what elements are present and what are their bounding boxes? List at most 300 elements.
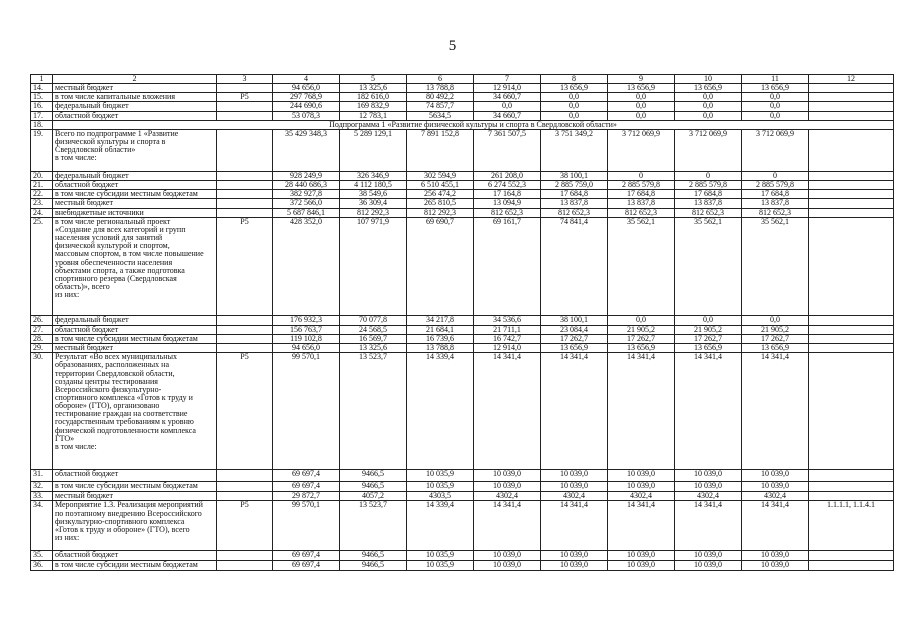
row-value: 13 837,8: [742, 199, 809, 208]
row-value: 10 035,9: [407, 561, 474, 570]
row-value: 5634,5: [407, 111, 474, 120]
row-value: 372 566,0: [273, 199, 340, 208]
row-number: 21.: [31, 181, 53, 190]
row-label: Результат «Во всех муниципальных образованиях, расположенных на территории Свердловской области, созданы центры тестирования Всероссийского физкультурно- спортивного комплекса «Готов к труду и обороне» (ГТО), организовано тестирование граждан на соответствие государственным требованиям к уровню физической подготовленности комплекса ГТО» в том числе:: [53, 353, 217, 470]
row-value: 7 361 507,5: [474, 129, 541, 171]
row-value: 10 039,0: [608, 561, 675, 570]
row-value: 10 039,0: [742, 551, 809, 561]
row-value: 21 711,1: [474, 325, 541, 334]
row-value: 17 262,7: [675, 334, 742, 343]
column-header: 3: [217, 75, 273, 84]
row-target-ref: [809, 208, 894, 217]
row-code: [217, 344, 273, 353]
row-value: 14 341,4: [608, 501, 675, 551]
row-value: 0: [675, 171, 742, 180]
table-row: [31, 111, 894, 120]
row-value: 0: [608, 171, 675, 180]
row-label: в том числе региональный проект «Создание для всех категорий и групп населения условий для занятий физической культурой и спортом, массовым спортом, в том числе повышение уровня обеспеченности населения объектами спорта, а также подготовка спортивного резерва (Свердловская область)», всего из них:: [53, 217, 217, 315]
row-value: 13 656,9: [742, 344, 809, 353]
row-value: 35 562,1: [608, 217, 675, 315]
row-label: областной бюджет: [53, 325, 217, 334]
row-value: 10 039,0: [474, 470, 541, 482]
row-number: 28.: [31, 334, 53, 343]
column-header: 10: [675, 75, 742, 84]
row-code: [217, 111, 273, 120]
row-value: 12 783,1: [340, 111, 407, 120]
row-value: 13 325,6: [340, 344, 407, 353]
row-value: 0,0: [474, 102, 541, 111]
row-value: 0,0: [742, 111, 809, 120]
row-value: 38 100,1: [541, 171, 608, 180]
row-value: 4302,4: [608, 492, 675, 501]
row-number: 14.: [31, 84, 53, 93]
row-value: 156 763,7: [273, 325, 340, 334]
row-value: 6 510 455,1: [407, 181, 474, 190]
row-value: 74 841,4: [541, 217, 608, 315]
row-value: 14 341,4: [541, 353, 608, 470]
row-target-ref: [809, 171, 894, 180]
row-label: Всего по подпрограмме 1 «Развитие физической культуры и спорта в Свердловской области» в том числе:: [53, 129, 217, 171]
row-number: 26.: [31, 315, 53, 325]
row-value: 35 429 348,3: [273, 129, 340, 171]
row-value: 3 712 069,9: [675, 129, 742, 171]
row-value: 4302,4: [541, 492, 608, 501]
row-value: 812 652,3: [541, 208, 608, 217]
row-value: 16 569,7: [340, 334, 407, 343]
row-target-ref: [809, 325, 894, 334]
row-value: 34 660,7: [474, 93, 541, 102]
row-label: областной бюджет: [53, 111, 217, 120]
column-header: 12: [809, 75, 894, 84]
row-number: 15.: [31, 93, 53, 102]
row-number: 29.: [31, 344, 53, 353]
row-target-ref: [809, 190, 894, 199]
row-value: 812 652,3: [742, 208, 809, 217]
row-value: 297 768,9: [273, 93, 340, 102]
row-target-ref: [809, 129, 894, 171]
row-value: 10 039,0: [541, 561, 608, 570]
row-value: 10 039,0: [675, 551, 742, 561]
row-value: 14 339,4: [407, 501, 474, 551]
row-value: 99 570,1: [273, 501, 340, 551]
row-value: 17 684,8: [608, 190, 675, 199]
row-label: внебюджетные источники: [53, 208, 217, 217]
row-value: 182 616,0: [340, 93, 407, 102]
row-value: 69 697,4: [273, 470, 340, 482]
row-code: Р5: [217, 501, 273, 551]
row-value: 69 697,4: [273, 551, 340, 561]
row-target-ref: [809, 482, 894, 492]
row-label: в том числе субсидии местным бюджетам: [53, 334, 217, 343]
row-number: 20.: [31, 171, 53, 180]
row-label: местный бюджет: [53, 344, 217, 353]
row-code: [217, 551, 273, 561]
table-row: [31, 561, 894, 570]
row-label: федеральный бюджет: [53, 315, 217, 325]
row-label: федеральный бюджет: [53, 171, 217, 180]
table-row: [31, 93, 894, 102]
column-header: 7: [474, 75, 541, 84]
row-value: 812 292,3: [340, 208, 407, 217]
row-value: 17 684,8: [675, 190, 742, 199]
row-value: 10 039,0: [608, 482, 675, 492]
table-row: [31, 199, 894, 208]
row-value: 9466,5: [340, 482, 407, 492]
row-value: 14 341,4: [608, 353, 675, 470]
row-value: 14 341,4: [675, 353, 742, 470]
row-value: 6 274 552,3: [474, 181, 541, 190]
row-value: 14 341,4: [675, 501, 742, 551]
row-value: 9466,5: [340, 561, 407, 570]
row-value: 13 656,9: [742, 84, 809, 93]
row-value: 94 656,0: [273, 344, 340, 353]
table-row: [31, 325, 894, 334]
row-value: 256 474,2: [407, 190, 474, 199]
row-target-ref: [809, 217, 894, 315]
row-value: 0,0: [742, 102, 809, 111]
row-value: 69 161,7: [474, 217, 541, 315]
row-value: 9466,5: [340, 551, 407, 561]
row-value: 10 039,0: [675, 470, 742, 482]
row-target-ref: [809, 551, 894, 561]
row-value: 0,0: [742, 93, 809, 102]
row-value: 10 039,0: [541, 470, 608, 482]
row-value: 17 164,8: [474, 190, 541, 199]
row-value: 21 905,2: [608, 325, 675, 334]
row-value: 70 077,8: [340, 315, 407, 325]
row-target-ref: [809, 492, 894, 501]
row-label: федеральный бюджет: [53, 102, 217, 111]
column-header: 4: [273, 75, 340, 84]
row-number: 22.: [31, 190, 53, 199]
row-number: 32.: [31, 482, 53, 492]
table-row: [31, 84, 894, 93]
row-value: 13 837,8: [675, 199, 742, 208]
row-label: в том числе субсидии местным бюджетам: [53, 190, 217, 199]
table-header-row: [31, 75, 894, 84]
row-code: [217, 190, 273, 199]
row-value: 13 788,8: [407, 84, 474, 93]
column-header: 2: [53, 75, 217, 84]
row-number: 25.: [31, 217, 53, 315]
row-target-ref: [809, 315, 894, 325]
row-number: 16.: [31, 102, 53, 111]
row-code: [217, 492, 273, 501]
table-row: [31, 492, 894, 501]
row-value: 13 837,8: [608, 199, 675, 208]
row-label: в том числе капитальные вложения: [53, 93, 217, 102]
row-value: 9466,5: [340, 470, 407, 482]
row-value: 265 810,5: [407, 199, 474, 208]
row-value: 28 440 686,3: [273, 181, 340, 190]
row-value: 0,0: [608, 93, 675, 102]
row-value: 13 837,8: [541, 199, 608, 208]
row-value: 3 712 069,9: [608, 129, 675, 171]
row-value: 10 039,0: [474, 482, 541, 492]
row-value: 16 739,6: [407, 334, 474, 343]
row-value: 36 309,4: [340, 199, 407, 208]
row-value: 69 697,4: [273, 482, 340, 492]
row-value: 0,0: [675, 315, 742, 325]
row-code: Р5: [217, 353, 273, 470]
row-value: 35 562,1: [675, 217, 742, 315]
row-value: 10 039,0: [608, 470, 675, 482]
row-value: 13 523,7: [340, 501, 407, 551]
row-value: 2 885 759,0: [541, 181, 608, 190]
row-code: [217, 171, 273, 180]
row-value: 17 684,8: [541, 190, 608, 199]
row-label: Мероприятие 1.3. Реализация мероприятий по поэтапному внедрению Всероссийского физкультурно-спортивного комплекса «Готов к труду и обороне» (ГТО), всего из них:: [53, 501, 217, 551]
row-value: 0,0: [742, 315, 809, 325]
row-value: 7 891 152,8: [407, 129, 474, 171]
table-row: [31, 353, 894, 470]
row-value: 12 914,0: [474, 84, 541, 93]
row-value: 812 652,3: [608, 208, 675, 217]
row-number: 35.: [31, 551, 53, 561]
row-value: 13 788,8: [407, 344, 474, 353]
column-header: 6: [407, 75, 474, 84]
page-number: 5: [448, 38, 457, 54]
row-target-ref: [809, 334, 894, 343]
table-row: [31, 181, 894, 190]
table-row: [31, 551, 894, 561]
row-value: 14 341,4: [474, 353, 541, 470]
row-value: 38 549,6: [340, 190, 407, 199]
row-value: 80 492,2: [407, 93, 474, 102]
row-number: 18.: [31, 120, 53, 129]
row-value: 382 927,8: [273, 190, 340, 199]
row-number: 19.: [31, 129, 53, 171]
row-value: 17 262,7: [742, 334, 809, 343]
row-value: 74 857,7: [407, 102, 474, 111]
row-value: 176 932,3: [273, 315, 340, 325]
row-value: 13 656,9: [541, 84, 608, 93]
row-number: 30.: [31, 353, 53, 470]
row-value: 10 039,0: [474, 551, 541, 561]
row-value: 428 352,0: [273, 217, 340, 315]
row-value: 14 341,4: [742, 353, 809, 470]
row-value: 13 656,9: [541, 344, 608, 353]
row-target-ref: [809, 344, 894, 353]
row-value: 0: [742, 171, 809, 180]
row-value: 2 885 579,8: [608, 181, 675, 190]
row-value: 38 100,1: [541, 315, 608, 325]
row-label: местный бюджет: [53, 84, 217, 93]
row-value: 99 570,1: [273, 353, 340, 470]
row-value: 812 652,3: [675, 208, 742, 217]
row-target-ref: [809, 84, 894, 93]
row-value: 3 751 349,2: [541, 129, 608, 171]
row-value: 34 536,6: [474, 315, 541, 325]
row-code: [217, 315, 273, 325]
row-value: 10 035,9: [407, 470, 474, 482]
row-value: 4303,5: [407, 492, 474, 501]
row-value: 2 885 579,8: [742, 181, 809, 190]
row-label: в том числе субсидии местным бюджетам: [53, 561, 217, 570]
row-value: 10 039,0: [675, 482, 742, 492]
row-value: 10 035,9: [407, 551, 474, 561]
row-value: 10 039,0: [541, 551, 608, 561]
row-value: 0,0: [608, 111, 675, 120]
row-value: 0,0: [541, 111, 608, 120]
column-header: 9: [608, 75, 675, 84]
row-value: 10 039,0: [675, 561, 742, 570]
row-value: 13 656,9: [608, 344, 675, 353]
row-code: [217, 181, 273, 190]
row-value: 23 084,4: [541, 325, 608, 334]
row-number: 23.: [31, 199, 53, 208]
row-value: 10 039,0: [541, 482, 608, 492]
budget-table-container: [30, 74, 873, 571]
row-value: 13 656,9: [608, 84, 675, 93]
row-value: 928 249,9: [273, 171, 340, 180]
row-number: 17.: [31, 111, 53, 120]
row-label: областной бюджет: [53, 551, 217, 561]
row-target-ref: [809, 470, 894, 482]
row-value: 10 039,0: [742, 470, 809, 482]
row-value: 812 292,3: [407, 208, 474, 217]
row-label: местный бюджет: [53, 199, 217, 208]
row-value: 13 656,9: [675, 344, 742, 353]
row-value: 0,0: [675, 102, 742, 111]
row-value: 94 656,0: [273, 84, 340, 93]
row-number: 33.: [31, 492, 53, 501]
row-value: 14 339,4: [407, 353, 474, 470]
row-code: [217, 334, 273, 343]
row-value: 10 039,0: [742, 482, 809, 492]
row-value: 4302,4: [474, 492, 541, 501]
row-value: 13 325,6: [340, 84, 407, 93]
row-target-ref: [809, 561, 894, 570]
row-code: [217, 208, 273, 217]
row-value: 24 568,5: [340, 325, 407, 334]
column-header: 1: [31, 75, 53, 84]
table-row: [31, 217, 894, 315]
row-target-ref: 1.1.1.1, 1.1.4.1: [809, 501, 894, 551]
budget-table: [30, 74, 894, 571]
row-value: 34 217,8: [407, 315, 474, 325]
column-header: 8: [541, 75, 608, 84]
row-value: 0,0: [675, 111, 742, 120]
row-value: 69 697,4: [273, 561, 340, 570]
row-value: 29 872,7: [273, 492, 340, 501]
row-value: 5 687 846,1: [273, 208, 340, 217]
row-label: местный бюджет: [53, 492, 217, 501]
row-value: 16 742,7: [474, 334, 541, 343]
row-code: [217, 482, 273, 492]
row-value: 302 594,9: [407, 171, 474, 180]
row-target-ref: [809, 102, 894, 111]
row-value: 14 341,4: [541, 501, 608, 551]
row-value: 0,0: [608, 315, 675, 325]
table-row: [31, 129, 894, 171]
row-value: 4302,4: [742, 492, 809, 501]
row-value: 34 660,7: [474, 111, 541, 120]
row-code: [217, 561, 273, 570]
row-number: 27.: [31, 325, 53, 334]
row-value: 5 289 129,1: [340, 129, 407, 171]
row-value: 107 971,9: [340, 217, 407, 315]
row-value: 69 690,7: [407, 217, 474, 315]
row-value: 10 039,0: [608, 551, 675, 561]
row-value: 14 341,4: [742, 501, 809, 551]
table-row: [31, 470, 894, 482]
row-number: 24.: [31, 208, 53, 217]
column-header: 5: [340, 75, 407, 84]
row-value: 244 690,6: [273, 102, 340, 111]
table-row: [31, 171, 894, 180]
row-code: [217, 199, 273, 208]
row-value: 21 905,2: [742, 325, 809, 334]
table-row: [31, 102, 894, 111]
row-code: [217, 470, 273, 482]
subprogram-title: Подпрограмма 1 «Развитие физической культуры и спорта в Свердловской области»: [53, 120, 894, 129]
row-label: областной бюджет: [53, 470, 217, 482]
row-value: 13 094,9: [474, 199, 541, 208]
row-value: 119 102,8: [273, 334, 340, 343]
row-value: 53 078,3: [273, 111, 340, 120]
row-code: [217, 84, 273, 93]
row-target-ref: [809, 353, 894, 470]
row-code: Р5: [217, 217, 273, 315]
row-target-ref: [809, 93, 894, 102]
row-value: 17 262,7: [608, 334, 675, 343]
row-value: 13 656,9: [675, 84, 742, 93]
row-value: 0,0: [675, 93, 742, 102]
row-code: Р5: [217, 93, 273, 102]
row-code: [217, 102, 273, 111]
table-row: [31, 315, 894, 325]
row-target-ref: [809, 181, 894, 190]
row-number: 36.: [31, 561, 53, 570]
row-value: 35 562,1: [742, 217, 809, 315]
row-value: 21 684,1: [407, 325, 474, 334]
row-value: 17 684,8: [742, 190, 809, 199]
column-header: 11: [742, 75, 809, 84]
row-value: 4057,2: [340, 492, 407, 501]
row-value: 10 035,9: [407, 482, 474, 492]
row-value: 17 262,7: [541, 334, 608, 343]
subprogram-row: [31, 120, 894, 129]
row-value: 10 039,0: [474, 561, 541, 570]
row-value: 326 346,9: [340, 171, 407, 180]
table-row: [31, 501, 894, 551]
row-number: 31.: [31, 470, 53, 482]
row-value: 0,0: [608, 102, 675, 111]
row-label: областной бюджет: [53, 181, 217, 190]
row-value: 261 208,0: [474, 171, 541, 180]
row-value: 21 905,2: [675, 325, 742, 334]
row-value: 812 652,3: [474, 208, 541, 217]
row-value: 0,0: [541, 102, 608, 111]
row-label: в том числе субсидии местным бюджетам: [53, 482, 217, 492]
row-value: 13 523,7: [340, 353, 407, 470]
row-value: 169 832,9: [340, 102, 407, 111]
table-row: [31, 208, 894, 217]
table-row: [31, 334, 894, 343]
row-target-ref: [809, 111, 894, 120]
row-value: 2 885 579,8: [675, 181, 742, 190]
table-row: [31, 190, 894, 199]
table-row: [31, 482, 894, 492]
row-value: 4 112 180,5: [340, 181, 407, 190]
row-value: 0,0: [541, 93, 608, 102]
row-target-ref: [809, 199, 894, 208]
row-code: [217, 129, 273, 171]
row-value: 12 914,0: [474, 344, 541, 353]
row-value: 4302,4: [675, 492, 742, 501]
row-code: [217, 325, 273, 334]
